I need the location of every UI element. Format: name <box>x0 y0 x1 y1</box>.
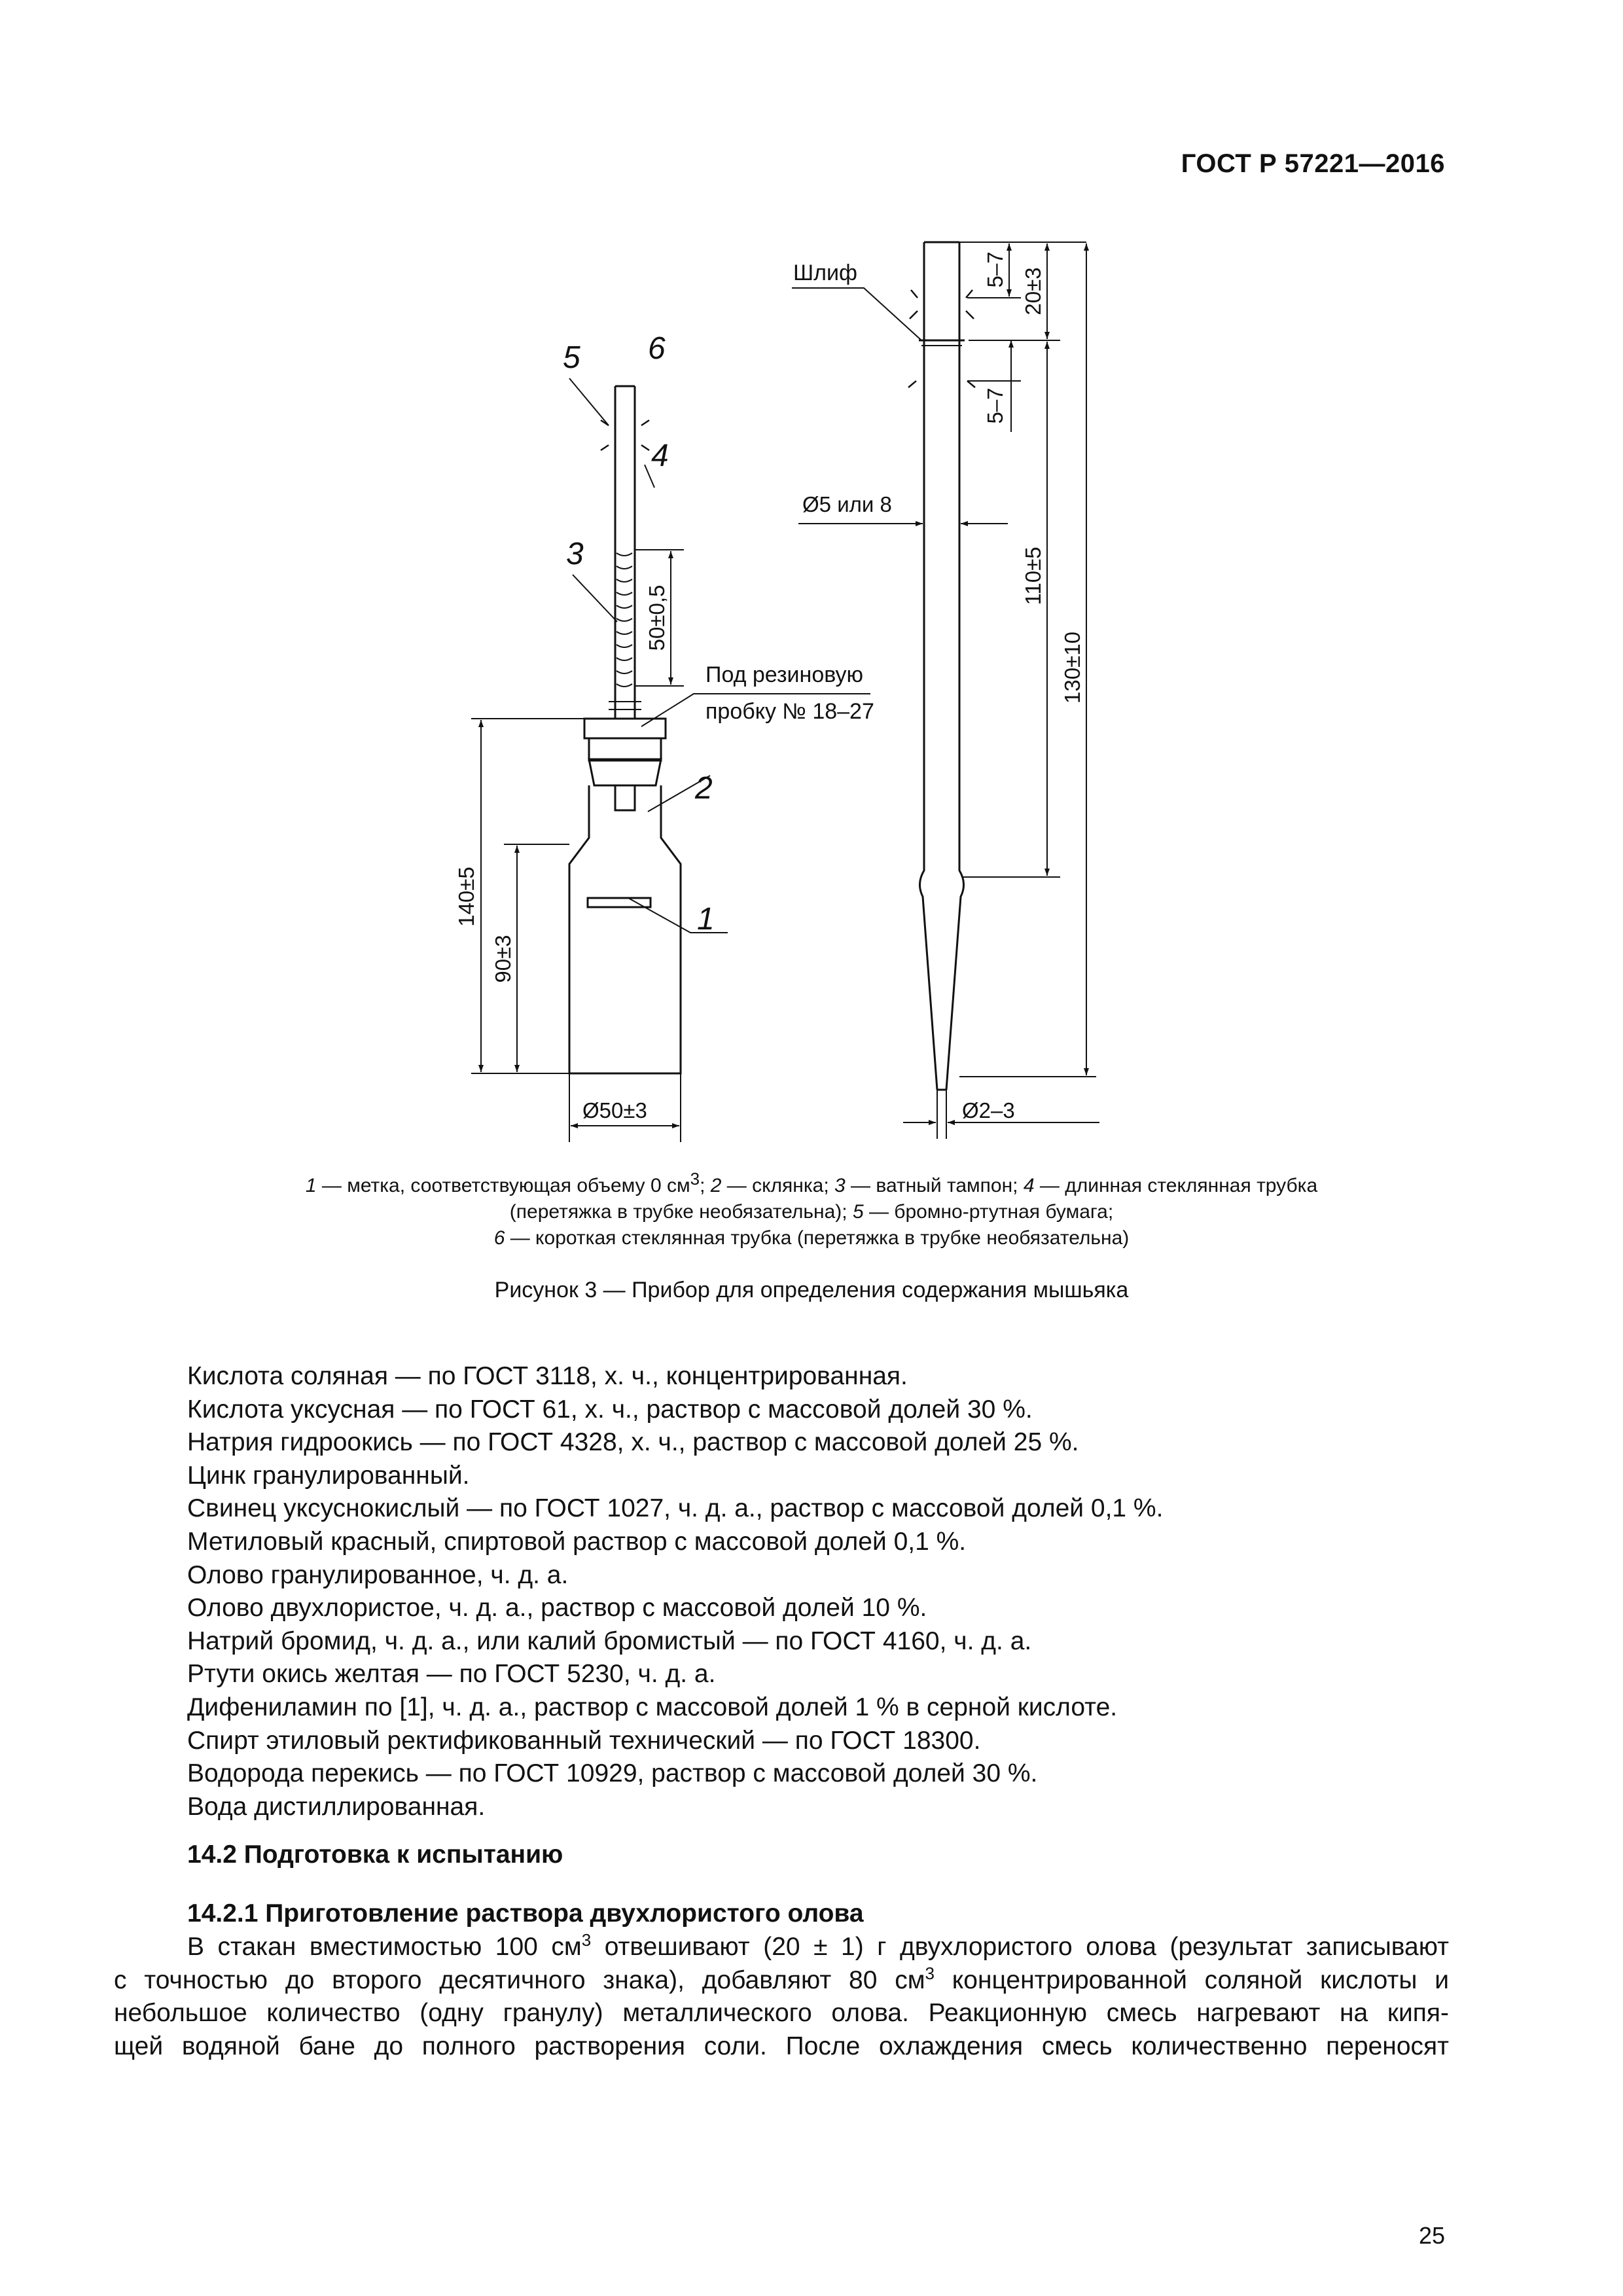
callout-3: 3 <box>566 537 584 571</box>
list-item: Натрий бромид, ч. д. а., или калий бромистый — по ГОСТ 4160, ч. д. а. <box>187 1626 1032 1655</box>
legend-text-6: — короткая стеклянная трубка (перетяжка в трубке необязательна) <box>505 1227 1130 1249</box>
figure-caption: Рисунок 3 — Прибор для определения содержания мышьяка <box>494 1278 1129 1302</box>
legend-text-3: — ватный тампон; <box>845 1175 1024 1196</box>
dim-top-5-7: 5–7 <box>983 251 1007 288</box>
list-item: Свинец уксуснокислый — по ГОСТ 1027, ч. д. а., раствор с массовой долей 0,1 %. <box>187 1494 1164 1523</box>
list-item: Дифениламин по [1], ч. д. а., раствор с массовой долей 1 % в серной кислоте. <box>187 1693 1118 1721</box>
grind-mark-icon <box>910 290 974 319</box>
legend-text-2: — склянка; <box>721 1175 835 1196</box>
superscript: 3 <box>581 1930 592 1950</box>
dim-110: 110±5 <box>1021 547 1045 605</box>
tube-diameter-label: Ø5 или 8 <box>802 492 892 516</box>
legend-num-1: 1 <box>305 1175 317 1196</box>
list-item: Кислота соляная — по ГОСТ 3118, х. ч., концентрированная. <box>187 1362 908 1390</box>
long-glass-tube <box>919 242 965 1090</box>
callout-4: 4 <box>651 439 669 473</box>
para-line-1: В стакан вместимостью 100 $см^3$ отвешивают (20 ± 1) г двухлористого олова (результат записывают <box>187 1930 1449 1961</box>
para-line-3: небольшое количество (одну гранулу) металлического олова. Реакционную смесь нагревают на кипя- <box>114 1999 1449 2027</box>
grind-mark-icon <box>908 381 975 387</box>
list-item: Кислота уксусная — по ГОСТ 61, х. ч., раствор с массовой долей 30 %. <box>187 1395 1033 1424</box>
list-item: Метиловый красный, спиртовой раствор с массовой долей 0,1 %. <box>187 1527 967 1556</box>
dim-mid-5-7: 5–7 <box>983 387 1007 424</box>
standard-header: ГОСТ Р 57221—2016 <box>1181 149 1445 178</box>
cotton-swab <box>616 553 632 687</box>
short-glass-tube <box>609 386 641 719</box>
legend-num-3: 3 <box>834 1175 846 1196</box>
page-number: 25 <box>1418 2222 1445 2249</box>
figure-legend: 1 — метка, соответствующая объему 0 $см^3$; 2 — склянка; 3 — ватный тампон; 4 — длинная стеклянная трубка (перетяжка в трубке необязательна); 5 — бромно-ртутная бумага; 6 — короткая стеклянная трубка (перетяжка в трубке необязательна) <box>305 1169 1318 1249</box>
callout-5: 5 <box>563 340 580 375</box>
section-heading: 14.2 Подготовка к испытанию <box>187 1840 563 1869</box>
grind-label: Шлиф <box>793 260 857 285</box>
legend-sup: 3 <box>690 1169 700 1189</box>
list-item: Спирт этиловый ректификованный технический — по ГОСТ 18300. <box>187 1726 981 1755</box>
list-item: Вода дистиллированная. <box>187 1792 486 1821</box>
legend-num-6: 6 <box>493 1227 505 1249</box>
list-item: Олово двухлористое, ч. д. а., раствор с массовой долей 10 %. <box>187 1594 927 1623</box>
list-item: Ртути окись желтая — по ГОСТ 5230, ч. д. а. <box>187 1660 716 1689</box>
callout-6: 6 <box>648 331 666 366</box>
materials-list <box>187 1360 1163 1823</box>
legend-line2: (перетяжка в трубке необязательна); <box>509 1201 853 1223</box>
legend-num-2: 2 <box>710 1175 722 1196</box>
callout-2: 2 <box>695 771 713 806</box>
dim-130: 130±10 <box>1060 632 1084 704</box>
stopper-label-line1: Под резиновую <box>705 662 864 687</box>
bottle-diameter-label: Ø50±3 <box>582 1098 647 1122</box>
list-item: Натрия гидроокись — по ГОСТ 4328, х. ч., раствор с массовой долей 25 %. <box>187 1428 1079 1457</box>
stopper-label-line2: пробку № 18–27 <box>705 699 874 724</box>
body-paragraph <box>114 1931 1449 2063</box>
legend-num-4: 4 <box>1023 1175 1035 1196</box>
dim-top-20: 20±3 <box>1021 267 1045 315</box>
dim-140: 140±5 <box>454 867 478 927</box>
para-line-2: с точностью до второго десятичного знака), добавляют 80 $см^3$ концентрированной соляной кислоты и <box>114 1963 1449 1994</box>
list-item: Олово гранулированное, ч. д. а. <box>187 1560 569 1589</box>
bottle <box>569 719 681 1073</box>
legend-num-5: 5 <box>852 1201 864 1223</box>
callout-1: 1 <box>697 902 715 937</box>
tip-diameter-label: Ø2–3 <box>962 1098 1015 1122</box>
list-item: Цинк гранулированный. <box>187 1461 470 1490</box>
dim-50: 50±0,5 <box>645 584 669 651</box>
legend-text-1: — метка, соответствующая объему 0 см <box>316 1175 690 1196</box>
superscript: 3 <box>925 1963 935 1983</box>
para-line-4: щей водяной бане до полного растворения соли. После охлаждения смесь количественно переносят <box>114 2032 1449 2060</box>
legend-text-5: — бромно-ртутная бумага; <box>863 1201 1114 1223</box>
subsection-heading: 14.2.1 Приготовление раствора двухлористого олова <box>187 1899 864 1928</box>
legend-text-4: — длинная стеклянная трубка <box>1034 1175 1318 1196</box>
dim-90: 90±3 <box>491 935 515 983</box>
list-item: Водорода перекись — по ГОСТ 10929, раствор с массовой долей 30 %. <box>187 1759 1038 1788</box>
